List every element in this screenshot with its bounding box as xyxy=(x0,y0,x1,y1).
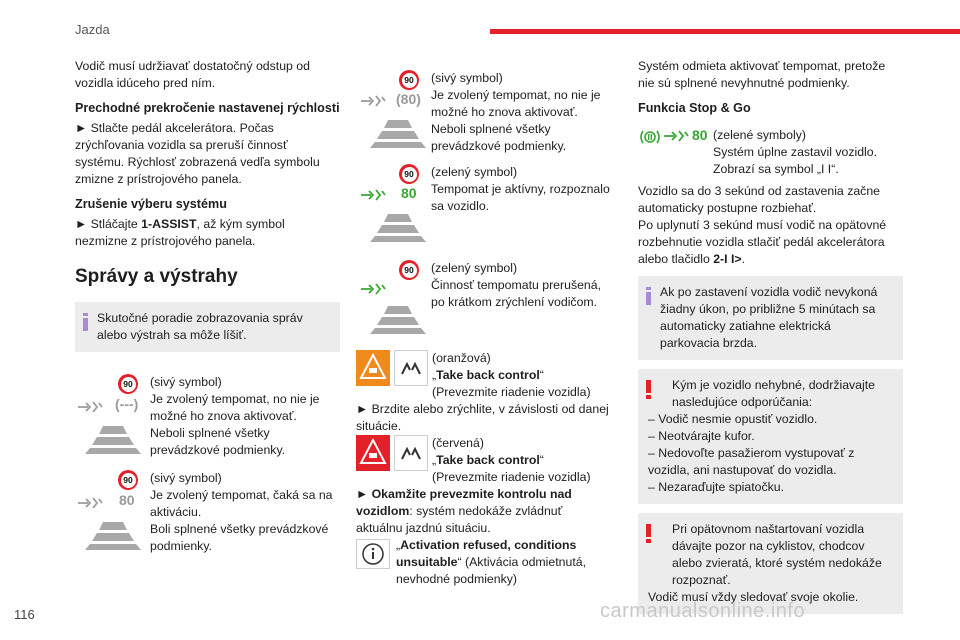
info-note: Skutočné poradie zobrazovania správ alebo výstrah sa môže líšiť. xyxy=(75,302,340,352)
temporary-overspeed-text: ► Stlačte pedál akcelerátora. Počas zrýchľovania vozidla sa preruší činnosť systému. Rýchlosť zobrazená vedľa symbolu zmizne z prístrojového panela. xyxy=(75,121,320,186)
warning-note-restart: Pri opätovnom naštartovaní vozidla dávajte pozor na cyklistov, chodcov alebo zvieratá, ktoré systém nedokáže rozpoznať. Vodič musí vždy sledovať svoje okolie. xyxy=(638,513,903,614)
item-condition: Neboli splnené všetky prevádzkové podmienky. xyxy=(431,122,567,153)
car-following-icon xyxy=(663,129,691,143)
set-speed-value: (80) xyxy=(396,91,421,107)
steering-hands-icon xyxy=(394,350,428,386)
take-back-control-orange-icon xyxy=(356,350,390,386)
set-speed-value: 80 xyxy=(119,492,135,508)
heading-deselect-system: Zrušenie výberu systému xyxy=(75,197,227,211)
item-description: Je zvolený tempomat, no nie je možné ho znova aktivovať. xyxy=(431,88,601,119)
item-color-label: (zelený symbol) xyxy=(431,261,518,275)
alert-red xyxy=(356,435,612,537)
steering-hands-icon xyxy=(394,435,428,471)
warning-list-item: – Vodič nesmie opustiť vozidlo. xyxy=(648,412,818,426)
alert-color-label: (oranžová) xyxy=(432,351,491,365)
info-note-parking-brake: Ak po zastavení vozidla vodič nevykoná žiadny úkon, po približne 5 minútach sa automaticky zatiahne elektrická parkovacia brzda. xyxy=(638,276,903,360)
warning-icon xyxy=(646,380,651,398)
message-item xyxy=(356,260,612,350)
item-condition: Zobrazí sa symbol „I I“. xyxy=(713,162,839,176)
road-lanes-icon xyxy=(368,120,428,148)
item-description: Tempomat je aktívny, rozpoznalo sa vozidlo. xyxy=(431,182,610,213)
warning-list-item: – Nedovoľte pasažierom vystupovať z vozidla, ani nastupovať do vozidla. xyxy=(648,446,855,477)
intro-text: Vodič musí udržiavať dostatočný odstup od vozidla idúceho pred ním. xyxy=(75,59,310,90)
column-1 xyxy=(75,58,340,560)
alert-color-label: (červená) xyxy=(432,436,484,450)
message-item xyxy=(638,127,903,179)
alert-orange xyxy=(356,350,612,435)
stop-go-icon xyxy=(638,129,662,145)
car-following-icon xyxy=(360,188,388,202)
info-icon xyxy=(83,313,88,331)
item-description: Činnosť tempomatu prerušená, po krátkom zrýchlení vodičom. xyxy=(431,278,602,309)
alert-title-line: „Activation refused, conditions unsuitable“ (Aktivácia odmietnutá, nevhodné podmienky) xyxy=(396,538,586,586)
take-back-control-red-icon xyxy=(356,435,390,471)
info-icon xyxy=(646,287,651,305)
heading-stop-go: Funkcia Stop & Go xyxy=(638,101,751,115)
message-item xyxy=(75,374,340,466)
item-color-label: (sivý symbol) xyxy=(150,471,222,485)
heading-temporary-overspeed: Prechodné prekročenie nastavenej rýchlosti xyxy=(75,101,340,115)
road-lanes-icon xyxy=(368,306,428,334)
alert-activation-refused xyxy=(356,537,612,588)
section-title: Správy a výstrahy xyxy=(75,266,238,287)
item-condition: Boli splnené všetky prevádzkové podmienky. xyxy=(150,522,329,553)
car-following-icon xyxy=(77,496,105,510)
item-color-label: (sivý symbol) xyxy=(150,375,222,389)
speed-limit-sign-icon: 90 xyxy=(399,164,419,184)
speed-limit-sign-icon: 90 xyxy=(399,260,419,280)
alert-title-line: „Take back control“ (Prevezmite riadenie vozidla) xyxy=(432,453,591,484)
car-following-icon xyxy=(360,282,388,296)
alert-title-line: „Take back control“ (Prevezmite riadenie vozidla) xyxy=(432,368,591,399)
car-following-icon xyxy=(77,400,105,414)
alert-action: ► Okamžite prevezmite kontrolu nad vozidlom: systém nedokáže zvládnuť aktuálnu jazdnú situáciu. xyxy=(356,487,572,535)
refusal-explanation: Systém odmieta aktivovať tempomat, pretože nie sú splnené nevyhnutné podmienky. xyxy=(638,59,886,90)
info-circle-icon xyxy=(356,539,390,569)
message-item xyxy=(356,70,612,162)
column-3 xyxy=(638,58,903,614)
item-color-label: (sivý symbol) xyxy=(431,71,503,85)
set-speed-value: (---) xyxy=(115,396,139,412)
road-lanes-icon xyxy=(83,426,143,454)
item-color-label: (zelený symbol) xyxy=(431,165,518,179)
message-item xyxy=(75,470,340,560)
item-description: Je zvolený tempomat, no nie je možné ho znova aktivovať. xyxy=(150,392,320,423)
alert-action: ► Brzdite alebo zrýchlite, v závislosti od danej situácie. xyxy=(356,402,609,433)
warning-note-stationary: Kým je vozidlo nehybné, dodržiavajte nasledujúce odporúčania: – Vodič nesmie opustiť vozidlo. – Neotvárajte kufor. – Nedovoľte pasažierom vystupovať z vozidla, ani nastupovať do vozidla. – Nezaraďujte spiatočku. xyxy=(638,369,903,504)
item-description: Je zvolený tempomat, čaká sa na aktiváciu. xyxy=(150,488,333,519)
warning-list-item: – Neotvárajte kufor. xyxy=(648,429,755,443)
page-number: 116 xyxy=(14,607,35,622)
speed-limit-sign-icon: 90 xyxy=(399,70,419,90)
column-2 xyxy=(356,70,612,588)
watermark: carmanualsonline.info xyxy=(600,600,806,622)
item-color-label: (zelené symboly) xyxy=(713,128,806,142)
auto-restart-text: Vozidlo sa do 3 sekúnd od zastavenia začne automaticky postupne rozbiehať. xyxy=(638,184,881,215)
speed-limit-sign-icon: 90 xyxy=(118,470,138,490)
header-accent-bar xyxy=(490,29,960,34)
item-description: Systém úplne zastavil vozidlo. xyxy=(713,145,878,159)
road-lanes-icon xyxy=(83,522,143,550)
manual-restart-text: Po uplynutí 3 sekúnd musí vodič na opätovné rozbehnutie vozidla stlačiť pedál akcelerátora alebo tlačidlo 2-I I>. xyxy=(638,218,887,266)
car-following-icon xyxy=(360,94,388,108)
chapter-title: Jazda xyxy=(75,22,110,37)
warning-icon xyxy=(646,524,651,542)
deselect-text: ► Stláčajte 1-ASSIST, až kým symbol nezmizne z prístrojového panela. xyxy=(75,217,285,248)
set-speed-value: 80 xyxy=(692,127,708,143)
message-item xyxy=(356,164,612,258)
set-speed-value: 80 xyxy=(401,185,417,201)
road-lanes-icon xyxy=(368,214,428,242)
speed-limit-sign-icon: 90 xyxy=(118,374,138,394)
warning-list-item: – Nezaraďujte spiatočku. xyxy=(648,480,785,494)
item-condition: Neboli splnené všetky prevádzkové podmienky. xyxy=(150,426,286,457)
